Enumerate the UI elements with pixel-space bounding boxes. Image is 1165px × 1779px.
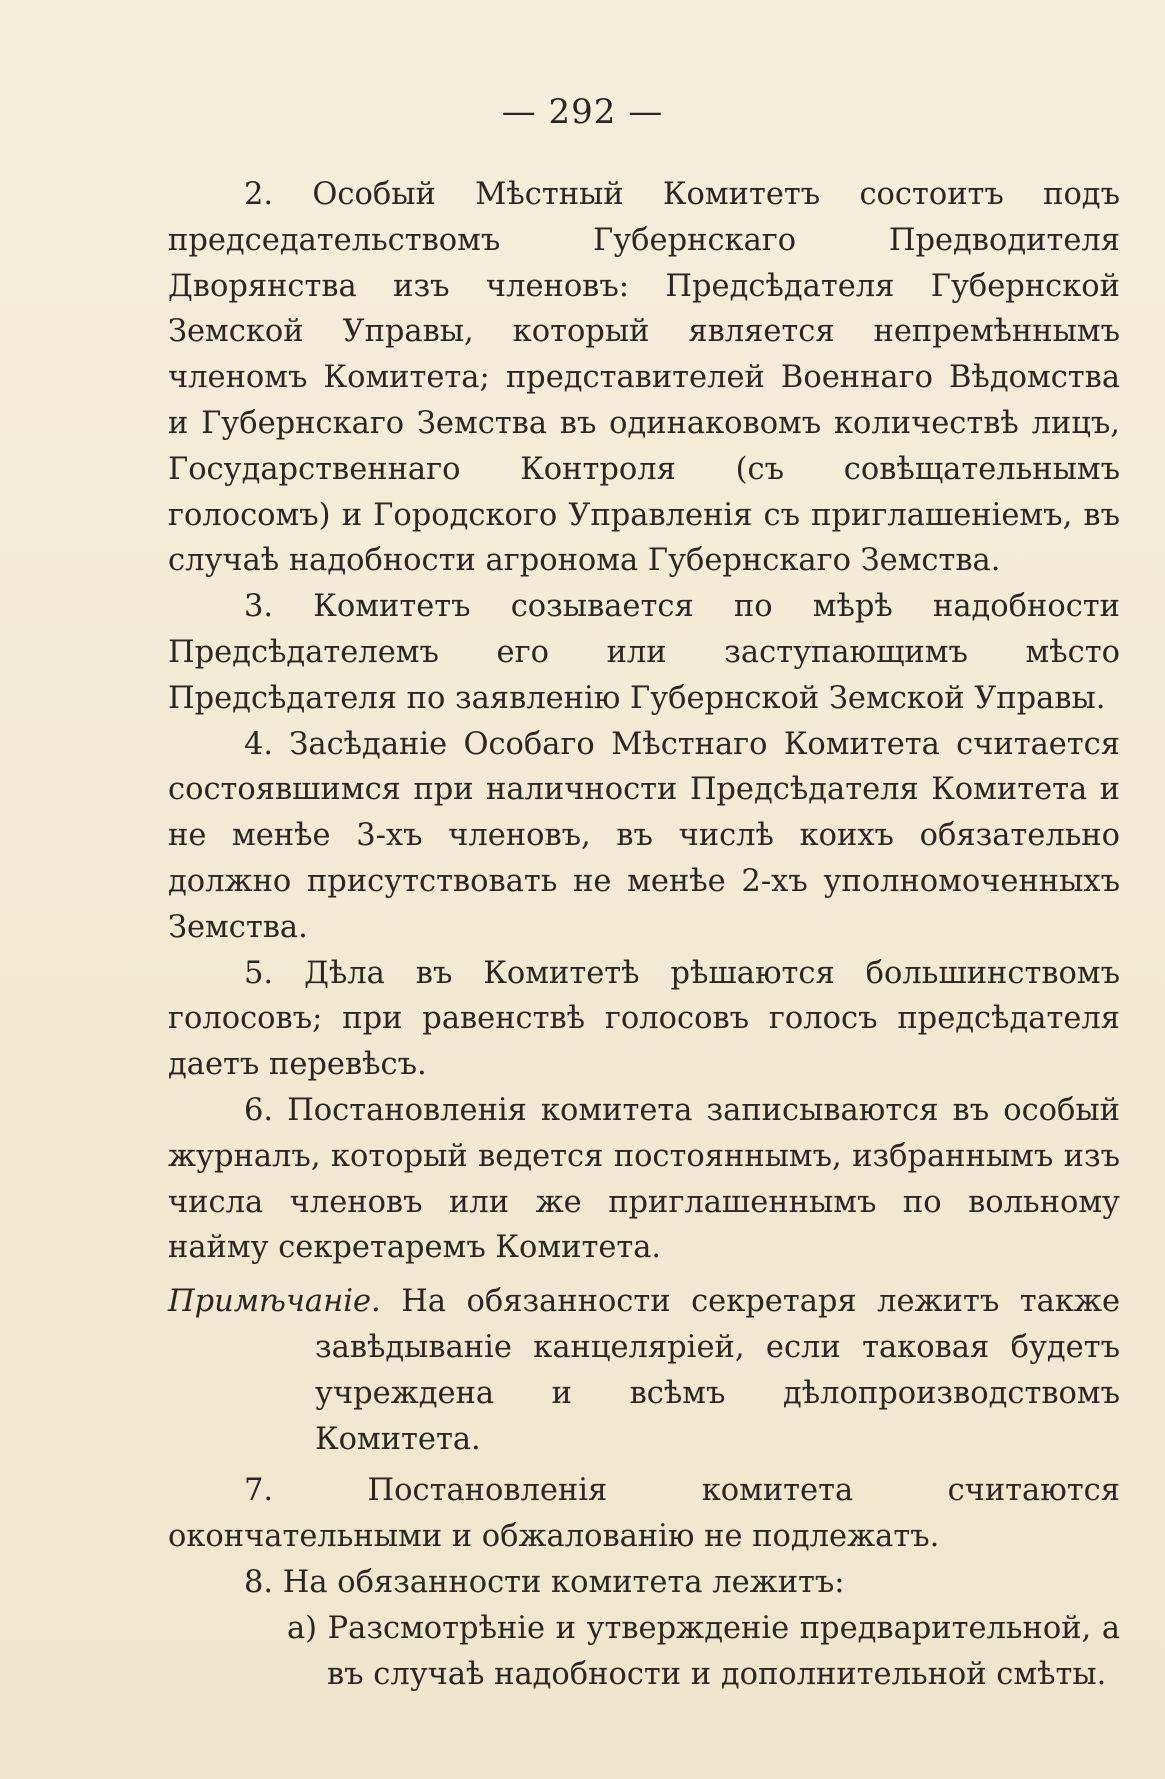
paragraph-6: 6. Постановленія комитета записываются въ особый журналъ, который ведется постояннымъ, избраннымъ изъ числа членовъ или же приглашеннымъ по вольному найму секретаремъ Комитета. (168, 1092, 1120, 1266)
paragraph-5: 5. Дѣла въ Комитетѣ рѣшаются большинствомъ голосовъ; при равенствѣ голосовъ голосъ предсѣдателя даетъ перевѣсъ. (168, 955, 1120, 1083)
note-text: На обязанности секретаря лежитъ также завѣдываніе канцеляріей, если таковая будетъ учреждена и всѣмъ дѣлопроизводствомъ Комитета. (315, 1284, 1120, 1457)
paragraph-4: 4. Засѣданіе Особаго Мѣстнаго Комитета считается состоявшимся при наличности Предсѣдателя Комитета и не менѣе 3-хъ членовъ, въ числѣ коихъ обязательно должно присутствовать не менѣе 2-хъ уполномоченныхъ Земства. (168, 726, 1120, 945)
subitem-a: а) Разсмотрѣніе и утвержденіе предварительной, а въ случаѣ надобности и дополнительной смѣты. (287, 1610, 1120, 1692)
paragraph-7: 7. Постановленія комитета считаются окончательными и обжалованію не подлежатъ. (168, 1473, 1120, 1555)
page-number: — 292 — (501, 92, 664, 132)
document-body (168, 172, 1120, 1697)
note (168, 1279, 1120, 1462)
note-label: Примѣчаніе. (168, 1284, 381, 1320)
paragraph-2: 2. Особый Мѣстный Комитетъ состоитъ подъ председательствомъ Губернскаго Предводителя Дворянства изъ членовъ: Предсѣдателя Губернской Земской Управы, который является непремѣннымъ членомъ Комитета; представителей Военнаго Вѣдомства и Губернскаго Земства въ одинаковомъ количествѣ лицъ, Государственнаго Контроля (съ совѣщательнымъ голосомъ) и Городского Управленія съ приглашеніемъ, въ случаѣ надобности агронома Губернскаго Земства. (168, 177, 1120, 579)
paragraph-3: 3. Комитетъ созывается по мѣрѣ надобности Предсѣдателемъ его или заступающимъ мѣсто Предсѣдателя по заявленію Губернской Земской Управы. (168, 589, 1120, 716)
paragraph-8: 8. На обязанности комитета лежитъ: (244, 1564, 845, 1600)
